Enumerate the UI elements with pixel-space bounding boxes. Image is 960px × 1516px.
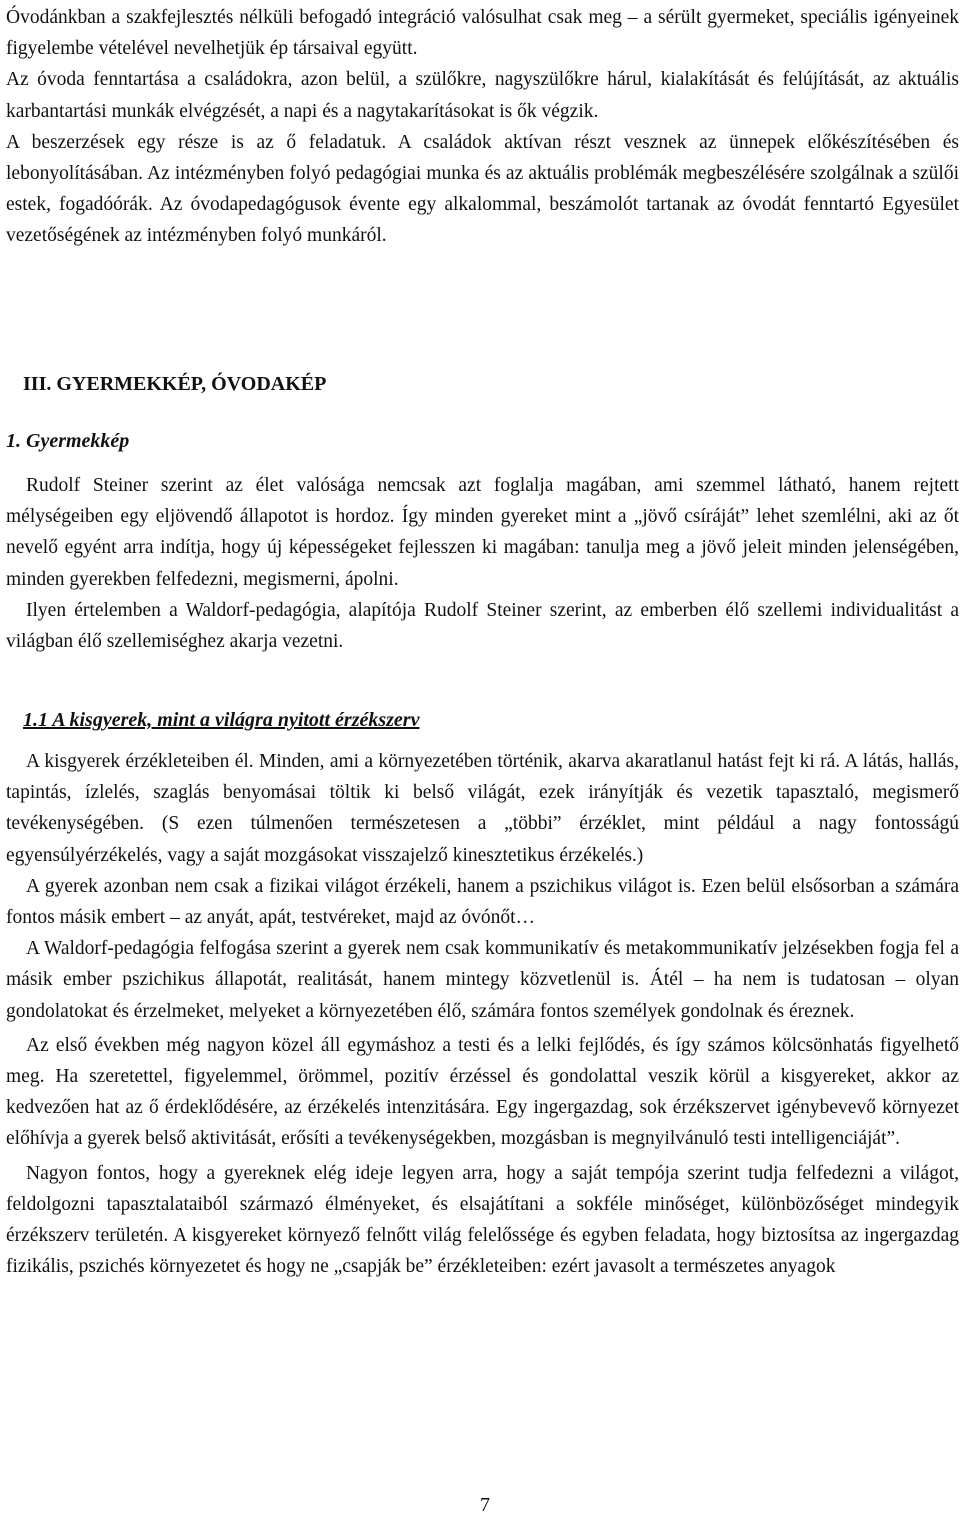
chapter-heading: III. GYERMEKKÉP, ÓVODAKÉP [23, 373, 327, 395]
paragraph-senses: A kisgyerek érzékleteiben él. Minden, ami a környezetében történik, akarva akaratlanul hatást fejt ki rá. A látás, hallás, tapintás, ízlelés, szaglás benyomásai töltik ki belső világát, ezek irányítják és vezetik tapasztaló, megismerő tevékenységében. (S ezen túlmenően természetesen a „többi” érzéklet, mint például a nagy fontosságú egyensúlyérzékelés, vagy a saját mozgásokat visszajelző kinesztetikus érzékelés.) [6, 751, 959, 866]
paragraph-waldorf-view: A Waldorf-pedagógia felfogása szerint a gyerek nem csak kommunikatív és metakommunikatív jelzésekben fogja fel a másik ember pszichikus állapotát, realitását, hanem mintegy közvetlenül is. Átél – ha nem is tudatosan – olyan gondolatokat és érzelmeket, melyeket a környezetében élő, számára fontos személyek gondolnak és éreznek. [6, 938, 959, 1022]
senses-block [6, 746, 959, 1282]
paragraph-own-pace: Nagyon fontos, hogy a gyereknek elég ideje legyen arra, hogy a saját tempója szerint tudja felfedezni a világot, feldolgozni tapasztalataiból származó élményeket, és elsajátítani a sokféle minőséget, különbözőséget mindegyik érzékszerv területén. A kisgyereket környező felnőtt világ felelőssége és egyben feladata, hogy biztosítsa az ingergazdag fizikális, pszichés környezetet és hogy ne „csapják be” érzékleteiben: ezért javasolt a természetes anyagok [6, 1162, 959, 1278]
paragraph-psychic-world: A gyerek azonban nem csak a fizikai világot érzékeli, hanem a pszichikus világot is. Ezen belül elsősorban a számára fontos másik embert – az anyát, apát, testvéreket, majd az óvónőt… [6, 875, 959, 929]
paragraph-steiner: Rudolf Steiner szerint az élet valósága nemcsak azt foglalja magában, ami szemmel látható, hanem rejtett mélységeiben egy eljövendő állapotot is hordoz. Így minden gyereket mint a „jövő csíráját” lehet szemlélni, aki az őt nevelő egyént arra indítja, hogy új képességeket fejlesszen ki magában: tanulja meg a jövő jeleit minden jelenségében, minden gyerekben felfedezni, megismerni, ápolni. [6, 475, 959, 590]
subsection-heading: 1.1 A kisgyerek, mint a világra nyitott érzékszerv [23, 709, 420, 731]
page-number: 7 [480, 1494, 490, 1516]
paragraph-first-years: Az első években még nagyon közel áll egymáshoz a testi és a lelki fejlődés, és így számos kölcsönhatás figyelhető meg. Ha szeretettel, figyelemmel, örömmel, pozitív érzéssel és gondolattal veszik körül a kisgyereket, akkor az kedvezően hat az ő érdeklődésére, az érzékelés intenzitására. Egy ingergazdag, sok érzékszervet igénybevevő környezet előhívja a gyerek belső aktivitását, erősíti a tevékenységekben, mozgásban is megnyilvánuló testi intelligenciáját”. [6, 1034, 959, 1150]
gyermekkep-block [6, 470, 959, 657]
paragraph-maintenance: Az óvoda fenntartása a családokra, azon belül, a szülőkre, nagyszülőkre hárul, kialakítását és felújítását, az aktuális karbantartási munkák elvégzését, a napi és a nagytakarításokat is ők végzik. [6, 69, 959, 122]
paragraph-purchases: A beszerzések egy része is az ő feladatuk. A családok aktívan részt vesznek az ünnepek előkészítésében és lebonyolításában. Az intézményben folyó pedagógiai munka és az aktuális problémák megbeszélésére szolgálnak a szülői estek, fogadóórák. Az óvodapedagógusok évente egy alkalommal, beszámolót tartanak az óvodát fenntartó Egyesület vezetőségének az intézményben folyó munkáról. [6, 131, 959, 247]
intro-block [6, 2, 959, 252]
paragraph-integration: Óvodánkban a szakfejlesztés nélküli befogadó integráció valósulhat csak meg – a sérült gyermeket, speciális igényeinek figyelembe vételével nevelhetjük ép társaival együtt. [6, 7, 959, 60]
section-heading: 1. Gyermekkép [6, 430, 130, 452]
paragraph-waldorf-meaning: Ilyen értelemben a Waldorf-pedagógia, alapítója Rudolf Steiner szerint, az emberben élő szellemi individualitást a világban élő szellemiséghez akarja vezetni. [6, 599, 959, 653]
